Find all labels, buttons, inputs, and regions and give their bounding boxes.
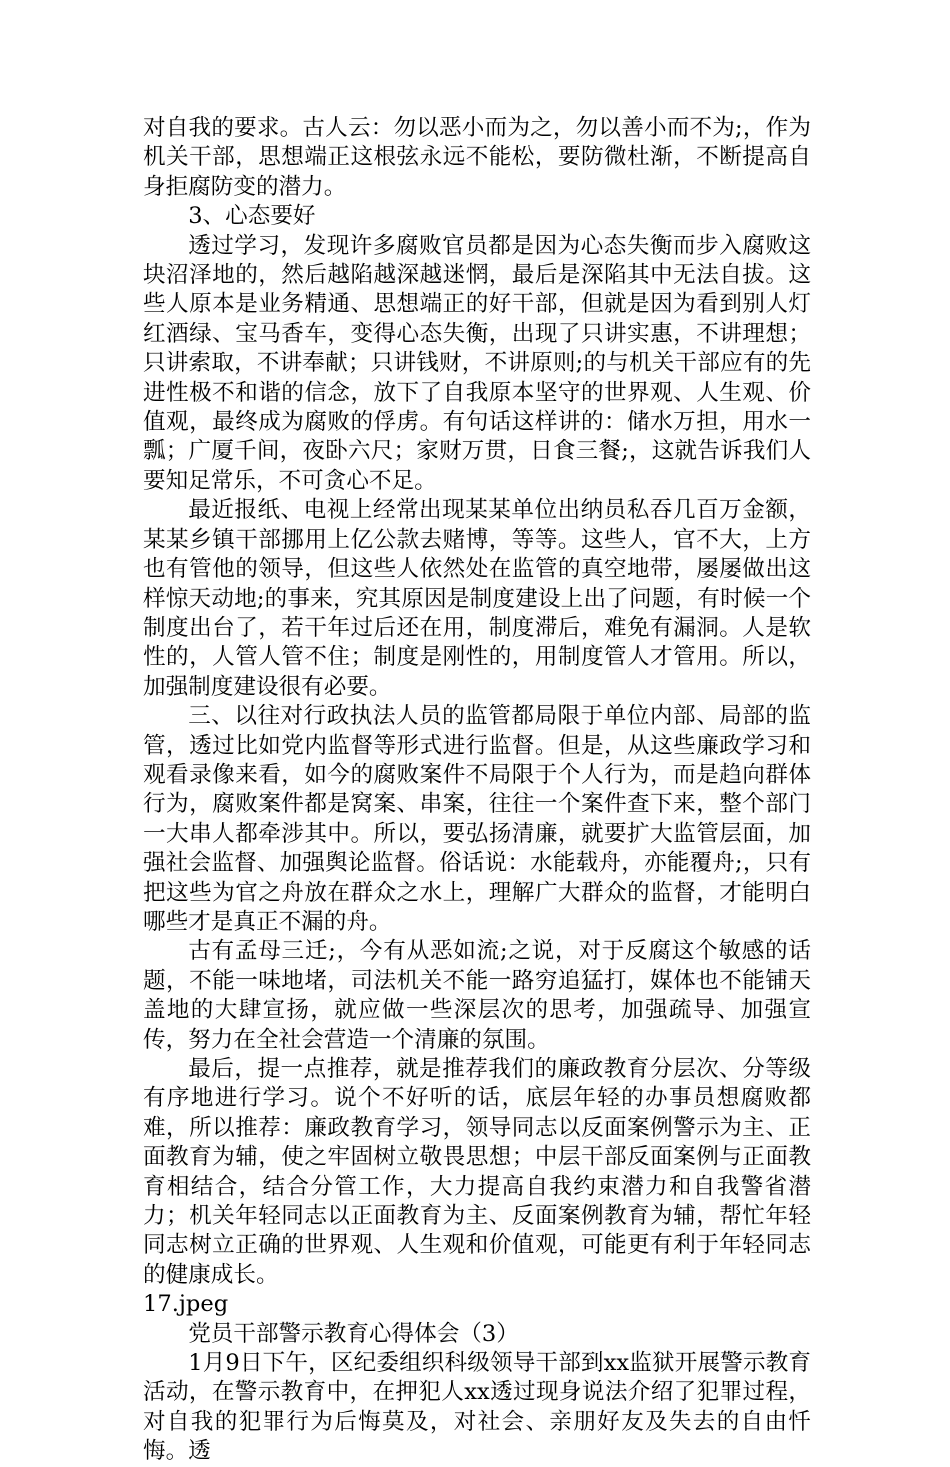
section-heading-mindset: 3、心态要好 — [188, 203, 316, 230]
article-title: 党员干部警示教育心得体会（3） — [188, 1320, 519, 1347]
paragraph-continuation: 对自我的要求。古人云：勿以恶小而为之，勿以善小而不为;，作为机关干部，思想端正这根弦永远不能松，要防微杜渐，不断提高自身拒腐防变的潜力。 — [143, 115, 811, 200]
paragraph-mencius: 古有孟母三迁;，今有从恶如流;之说，对于反腐这个敏感的话题，不能一味地堵，司法机关不能一路穷追猛打，媒体也不能铺天盖地的大肆宣扬，就应做一些深层次的思考，加强疏导、加强宣传，努力在全社会营造一个清廉的氛围。 — [143, 938, 811, 1053]
paragraph-warning-education: 1月9日下午，区纪委组织科级领导干部到xx监狱开展警示教育活动，在警示教育中，在押犯人xx透过现身说法介绍了犯罪过程，对自我的犯罪行为后悔莫及，对社会、亲朋好友及失去的自由忏悔。透 — [143, 1350, 811, 1465]
paragraph-recommendation: 最后，提一点推荐，就是推荐我们的廉政教育分层次、分等级有序地进行学习。说个不好听的话，底层年轻的办事员想腐败都难，所以推荐：廉政教育学习，领导同志以反面案例警示为主、正面教育为辅，使之牢固树立敬畏思想；中层干部反面案例与正面教育相结合，结合分管工作，大力提高自我约束潜力和自我警省潜力；机关年轻同志以正面教育为主、反面案例教育为辅，帮忙年轻同志树立正确的世界观、人生观和价值观，可能更有利于年轻同志的健康成长。 — [143, 1056, 811, 1288]
document-page — [143, 114, 811, 1467]
image-filename: 17.jpeg — [143, 1291, 229, 1318]
paragraph-system-building: 最近报纸、电视上经常出现某某单位出纳员私吞几百万金额，某某乡镇干部挪用上亿公款去赌博，等等。这些人，官不大，上方也有管他的领导，但这些人依然处在监管的真空地带，屡屡做出这样惊天动地;的事来，究其原因是制度建设上出了问题，有时候一个制度出台了，若干年过后还在用，制度滞后，难免有漏洞。人是软性的，人管人管不住；制度是刚性的，用制度管人才管用。所以，加强制度建设很有必要。 — [143, 497, 811, 700]
paragraph-mindset: 透过学习，发现许多腐败官员都是因为心态失衡而步入腐败这块沼泽地的，然后越陷越深越迷惘，最后是深陷其中无法自拔。这些人原本是业务精通、思想端正的好干部，但就是因为看到别人灯红酒绿、宝马香车，变得心态失衡，出现了只讲实惠，不讲理想；只讲索取，不讲奉献；只讲钱财，不讲原则;的与机关干部应有的先进性极不和谐的信念，放下了自我原本坚守的世界观、人生观、价值观，最终成为腐败的俘虏。有句话这样讲的：储水万担，用水一瓢；广厦千间，夜卧六尺；家财万贯，日食三餐;，这就告诉我们人要知足常乐，不可贪心不足。 — [143, 232, 811, 494]
paragraph-supervision: 三、以往对行政执法人员的监管都局限于单位内部、局部的监管，透过比如党内监督等形式进行监督。但是，从这些廉政学习和观看录像来看，如今的腐败案件不局限于个人行为，而是趋向群体行为，腐败案件都是窝案、串案，往往一个案件查下来，整个部门一大串人都牵涉其中。所以，要弘扬清廉，就要扩大监管层面，加强社会监督、加强舆论监督。俗话说：水能载舟，亦能覆舟;，只有把这些为官之舟放在群众之水上，理解广大群众的监督，才能明白哪些才是真正不漏的舟。 — [143, 703, 811, 935]
